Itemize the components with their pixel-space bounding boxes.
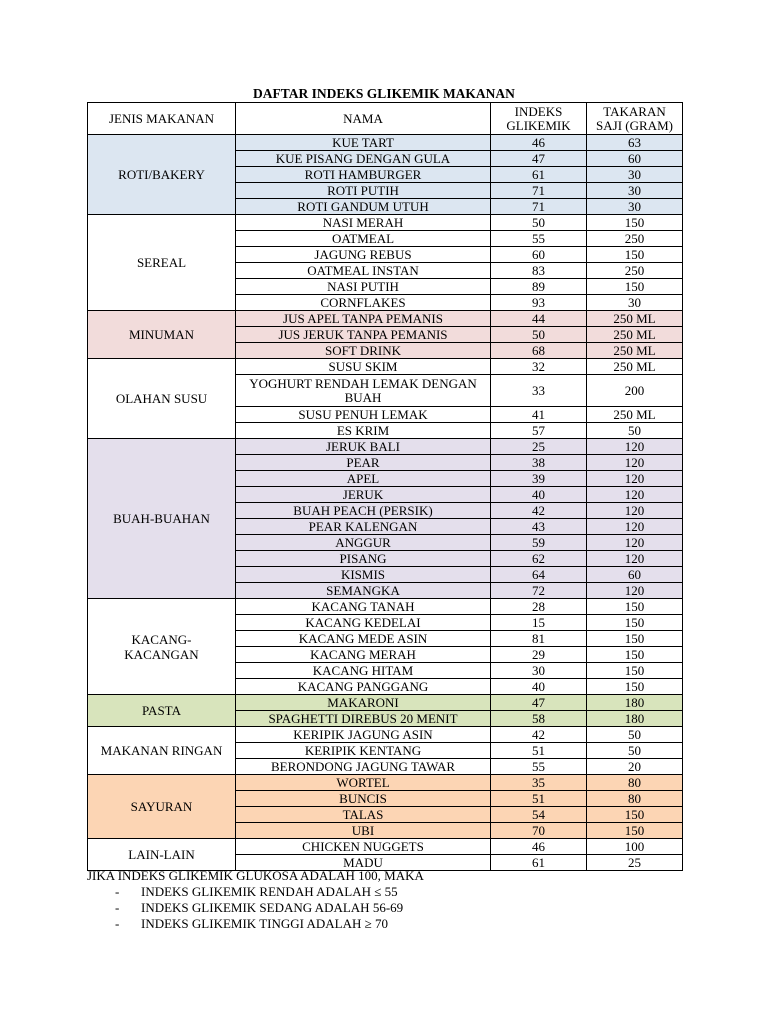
serving-size-cell: 150 — [587, 647, 683, 663]
serving-size-cell: 30 — [587, 183, 683, 199]
category-cell: LAIN-LAIN — [88, 839, 236, 871]
glycemic-index-cell: 72 — [491, 583, 587, 599]
note-bullet-low — [87, 884, 424, 900]
header-name: NAMA — [236, 103, 491, 135]
food-name-cell: PISANG — [236, 551, 491, 567]
glycemic-index-cell: 89 — [491, 279, 587, 295]
glycemic-index-cell: 62 — [491, 551, 587, 567]
note-text: INDEKS GLIKEMIK RENDAH ADALAH ≤ 55 — [141, 884, 398, 899]
category-cell: SAYURAN — [88, 775, 236, 839]
serving-size-cell: 250 — [587, 263, 683, 279]
serving-size-cell: 30 — [587, 167, 683, 183]
serving-size-cell: 250 — [587, 231, 683, 247]
serving-size-cell: 150 — [587, 279, 683, 295]
glycemic-index-cell: 35 — [491, 775, 587, 791]
serving-size-cell: 150 — [587, 599, 683, 615]
glycemic-index-cell: 70 — [491, 823, 587, 839]
serving-size-cell: 120 — [587, 583, 683, 599]
food-name-cell: KACANG MERAH — [236, 647, 491, 663]
food-name-cell: BERONDONG JAGUNG TAWAR — [236, 759, 491, 775]
header-serving-size: TAKARAN SAJI (GRAM) — [587, 103, 683, 135]
serving-size-cell: 250 ML — [587, 407, 683, 423]
food-name-cell: JUS APEL TANPA PEMANIS — [236, 311, 491, 327]
glycemic-index-cell: 60 — [491, 247, 587, 263]
category-cell: ROTI/BAKERY — [88, 135, 236, 215]
category-cell: BUAH-BUAHAN — [88, 439, 236, 599]
serving-size-cell: 50 — [587, 727, 683, 743]
serving-size-cell: 120 — [587, 551, 683, 567]
table-row — [88, 727, 683, 743]
glycemic-index-table — [87, 102, 683, 871]
food-name-cell: BUNCIS — [236, 791, 491, 807]
serving-size-cell: 150 — [587, 663, 683, 679]
header-category: JENIS MAKANAN — [88, 103, 236, 135]
notes-intro: JIKA INDEKS GLIKEMIK GLUKOSA ADALAH 100, MAKA — [87, 868, 424, 883]
bullet-marker: - — [115, 884, 120, 899]
serving-size-cell: 250 ML — [587, 343, 683, 359]
food-name-cell: SPAGHETTI DIREBUS 20 MENIT — [236, 711, 491, 727]
glycemic-index-cell: 38 — [491, 455, 587, 471]
food-name-cell: SEMANGKA — [236, 583, 491, 599]
serving-size-cell: 150 — [587, 247, 683, 263]
glycemic-index-cell: 41 — [491, 407, 587, 423]
glycemic-index-cell: 54 — [491, 807, 587, 823]
food-name-cell: ANGGUR — [236, 535, 491, 551]
serving-size-cell: 200 — [587, 375, 683, 407]
glycemic-index-cell: 29 — [491, 647, 587, 663]
glycemic-index-cell: 46 — [491, 135, 587, 151]
category-cell: KACANG-KACANGAN — [88, 599, 236, 695]
glycemic-index-cell: 33 — [491, 375, 587, 407]
food-name-cell: JERUK BALI — [236, 439, 491, 455]
food-name-cell: KISMIS — [236, 567, 491, 583]
food-name-cell: OATMEAL — [236, 231, 491, 247]
glycemic-index-cell: 71 — [491, 199, 587, 215]
serving-size-cell: 120 — [587, 535, 683, 551]
bullet-marker: - — [115, 916, 120, 931]
food-name-cell: ES KRIM — [236, 423, 491, 439]
food-name-cell: KACANG KEDELAI — [236, 615, 491, 631]
glycemic-index-cell: 47 — [491, 151, 587, 167]
serving-size-cell: 80 — [587, 775, 683, 791]
glycemic-index-cell: 64 — [491, 567, 587, 583]
food-name-cell: NASI MERAH — [236, 215, 491, 231]
serving-size-cell: 250 ML — [587, 327, 683, 343]
serving-size-cell: 180 — [587, 695, 683, 711]
glycemic-index-cell: 47 — [491, 695, 587, 711]
glycemic-index-cell: 32 — [491, 359, 587, 375]
serving-size-cell: 30 — [587, 199, 683, 215]
glycemic-index-cell: 68 — [491, 343, 587, 359]
category-cell: MINUMAN — [88, 311, 236, 359]
food-name-cell: CORNFLAKES — [236, 295, 491, 311]
glycemic-index-cell: 51 — [491, 743, 587, 759]
category-cell: OLAHAN SUSU — [88, 359, 236, 439]
notes-section — [87, 868, 424, 932]
serving-size-cell: 60 — [587, 151, 683, 167]
food-name-cell: KACANG TANAH — [236, 599, 491, 615]
table-row — [88, 599, 683, 615]
food-name-cell: JAGUNG REBUS — [236, 247, 491, 263]
note-bullet-high — [87, 916, 424, 932]
serving-size-cell: 180 — [587, 711, 683, 727]
glycemic-index-cell: 61 — [491, 855, 587, 871]
glycemic-index-cell: 71 — [491, 183, 587, 199]
food-name-cell: MADU — [236, 855, 491, 871]
food-name-cell: NASI PUTIH — [236, 279, 491, 295]
serving-size-cell: 150 — [587, 823, 683, 839]
food-name-cell: TALAS — [236, 807, 491, 823]
food-name-cell: BUAH PEACH (PERSIK) — [236, 503, 491, 519]
food-name-cell: PEAR — [236, 455, 491, 471]
serving-size-cell: 150 — [587, 615, 683, 631]
glycemic-index-cell: 43 — [491, 519, 587, 535]
note-text: INDEKS GLIKEMIK TINGGI ADALAH ≥ 70 — [141, 916, 389, 931]
document-title: DAFTAR INDEKS GLIKEMIK MAKANAN — [253, 86, 515, 101]
food-name-cell: SOFT DRINK — [236, 343, 491, 359]
glycemic-index-cell: 44 — [491, 311, 587, 327]
serving-size-cell: 150 — [587, 631, 683, 647]
note-text: INDEKS GLIKEMIK SEDANG ADALAH 56-69 — [141, 900, 404, 915]
food-name-cell: SUSU PENUH LEMAK — [236, 407, 491, 423]
food-name-cell: WORTEL — [236, 775, 491, 791]
glycemic-index-cell: 59 — [491, 535, 587, 551]
food-name-cell: ROTI GANDUM UTUH — [236, 199, 491, 215]
table-header-row — [88, 103, 683, 135]
glycemic-index-cell: 30 — [491, 663, 587, 679]
glycemic-index-cell: 58 — [491, 711, 587, 727]
serving-size-cell: 25 — [587, 855, 683, 871]
serving-size-cell: 120 — [587, 519, 683, 535]
glycemic-index-cell: 51 — [491, 791, 587, 807]
table-row — [88, 695, 683, 711]
glycemic-index-cell: 40 — [491, 679, 587, 695]
category-cell: SEREAL — [88, 215, 236, 311]
glycemic-index-cell: 39 — [491, 471, 587, 487]
food-name-cell: OATMEAL INSTAN — [236, 263, 491, 279]
glycemic-index-cell: 25 — [491, 439, 587, 455]
serving-size-cell: 120 — [587, 455, 683, 471]
food-name-cell: YOGHURT RENDAH LEMAK DENGAN BUAH — [236, 375, 491, 407]
note-bullet-medium — [87, 900, 424, 916]
glycemic-index-cell: 46 — [491, 839, 587, 855]
food-name-cell: CHICKEN NUGGETS — [236, 839, 491, 855]
table-row — [88, 311, 683, 327]
serving-size-cell: 150 — [587, 679, 683, 695]
food-name-cell: ROTI PUTIH — [236, 183, 491, 199]
category-cell: PASTA — [88, 695, 236, 727]
serving-size-cell: 250 ML — [587, 359, 683, 375]
glycemic-index-cell: 57 — [491, 423, 587, 439]
table-row — [88, 359, 683, 375]
table-body — [88, 135, 683, 871]
serving-size-cell: 120 — [587, 471, 683, 487]
glycemic-index-cell: 28 — [491, 599, 587, 615]
food-name-cell: KACANG PANGGANG — [236, 679, 491, 695]
glycemic-index-cell: 40 — [491, 487, 587, 503]
table-row — [88, 839, 683, 855]
category-cell: MAKANAN RINGAN — [88, 727, 236, 775]
food-name-cell: JERUK — [236, 487, 491, 503]
food-name-cell: PEAR KALENGAN — [236, 519, 491, 535]
glycemic-index-cell: 83 — [491, 263, 587, 279]
serving-size-cell: 150 — [587, 215, 683, 231]
serving-size-cell: 150 — [587, 807, 683, 823]
table-row — [88, 439, 683, 455]
bullet-marker: - — [115, 900, 120, 915]
serving-size-cell: 120 — [587, 487, 683, 503]
glycemic-index-cell: 50 — [491, 215, 587, 231]
table-row — [88, 135, 683, 151]
glycemic-index-cell: 55 — [491, 759, 587, 775]
glycemic-index-cell: 42 — [491, 503, 587, 519]
table-row — [88, 775, 683, 791]
food-name-cell: SUSU SKIM — [236, 359, 491, 375]
header-glycemic-index: INDEKS GLIKEMIK — [491, 103, 587, 135]
food-name-cell: UBI — [236, 823, 491, 839]
food-name-cell: MAKARONI — [236, 695, 491, 711]
serving-size-cell: 100 — [587, 839, 683, 855]
serving-size-cell: 80 — [587, 791, 683, 807]
food-name-cell: KACANG MEDE ASIN — [236, 631, 491, 647]
serving-size-cell: 250 ML — [587, 311, 683, 327]
serving-size-cell: 120 — [587, 439, 683, 455]
serving-size-cell: 63 — [587, 135, 683, 151]
glycemic-index-cell: 93 — [491, 295, 587, 311]
glycemic-index-cell: 61 — [491, 167, 587, 183]
food-name-cell: KERIPIK KENTANG — [236, 743, 491, 759]
glycemic-index-cell: 50 — [491, 327, 587, 343]
food-name-cell: APEL — [236, 471, 491, 487]
food-name-cell: KUE PISANG DENGAN GULA — [236, 151, 491, 167]
glycemic-index-cell: 81 — [491, 631, 587, 647]
food-name-cell: KERIPIK JAGUNG ASIN — [236, 727, 491, 743]
glycemic-index-cell: 15 — [491, 615, 587, 631]
food-name-cell: KUE TART — [236, 135, 491, 151]
serving-size-cell: 60 — [587, 567, 683, 583]
serving-size-cell: 20 — [587, 759, 683, 775]
table-row — [88, 215, 683, 231]
serving-size-cell: 50 — [587, 743, 683, 759]
serving-size-cell: 30 — [587, 295, 683, 311]
glycemic-index-cell: 55 — [491, 231, 587, 247]
food-name-cell: ROTI HAMBURGER — [236, 167, 491, 183]
glycemic-index-cell: 42 — [491, 727, 587, 743]
serving-size-cell: 120 — [587, 503, 683, 519]
serving-size-cell: 50 — [587, 423, 683, 439]
food-name-cell: JUS JERUK TANPA PEMANIS — [236, 327, 491, 343]
food-name-cell: KACANG HITAM — [236, 663, 491, 679]
